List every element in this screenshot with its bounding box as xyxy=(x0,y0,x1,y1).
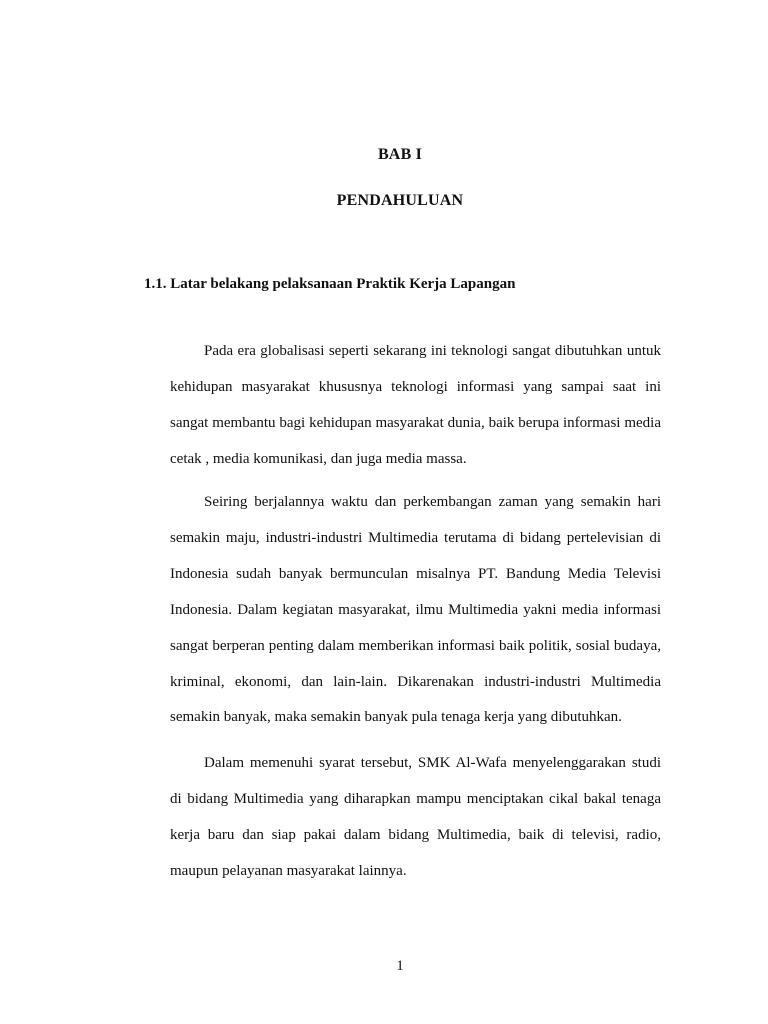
paragraph-2: Seiring berjalannya waktu dan perkembangan zaman yang semakin hari semakin maju, industri-industri Multimedia terutama di bidang pertelevisian di Indonesia sudah banyak bermunculan misalnya PT. Bandung Media Televisi Indonesia. Dalam kegiatan masyarakat, ilmu Multimedia yakni media informasi sangat berperan penting dalam memberikan informasi baik politik, sosial budaya, kriminal, ekonomi, dan lain-lain. Dikarenakan industri-industri Multimedia semakin banyak, maka semakin banyak pula tenaga kerja yang dibutuhkan. xyxy=(170,494,661,726)
section-heading: 1.1. Latar belakang pelaksanaan Praktik Kerja Lapangan xyxy=(144,276,516,292)
chapter-number: BAB I xyxy=(377,146,423,163)
page-number: 1 xyxy=(396,958,404,974)
chapter-title: PENDAHULUAN xyxy=(336,192,464,209)
paragraph-3: Dalam memenuhi syarat tersebut, SMK Al-Wafa menyelenggarakan studi di bidang Multimedia yang diharapkan mampu menciptakan cikal bakal tenaga kerja baru dan siap pakai dalam bidang Multimedia, baik di televisi, radio, maupun pelayanan masyarakat lainnya. xyxy=(170,755,661,879)
paragraph-1: Pada era globalisasi seperti sekarang ini teknologi sangat dibutuhkan untuk kehidupan masyarakat khususnya teknologi informasi yang sampai saat ini sangat membantu bagi kehidupan masyarakat dunia, baik berupa informasi media cetak , media komunikasi, dan juga media massa. xyxy=(170,343,661,467)
